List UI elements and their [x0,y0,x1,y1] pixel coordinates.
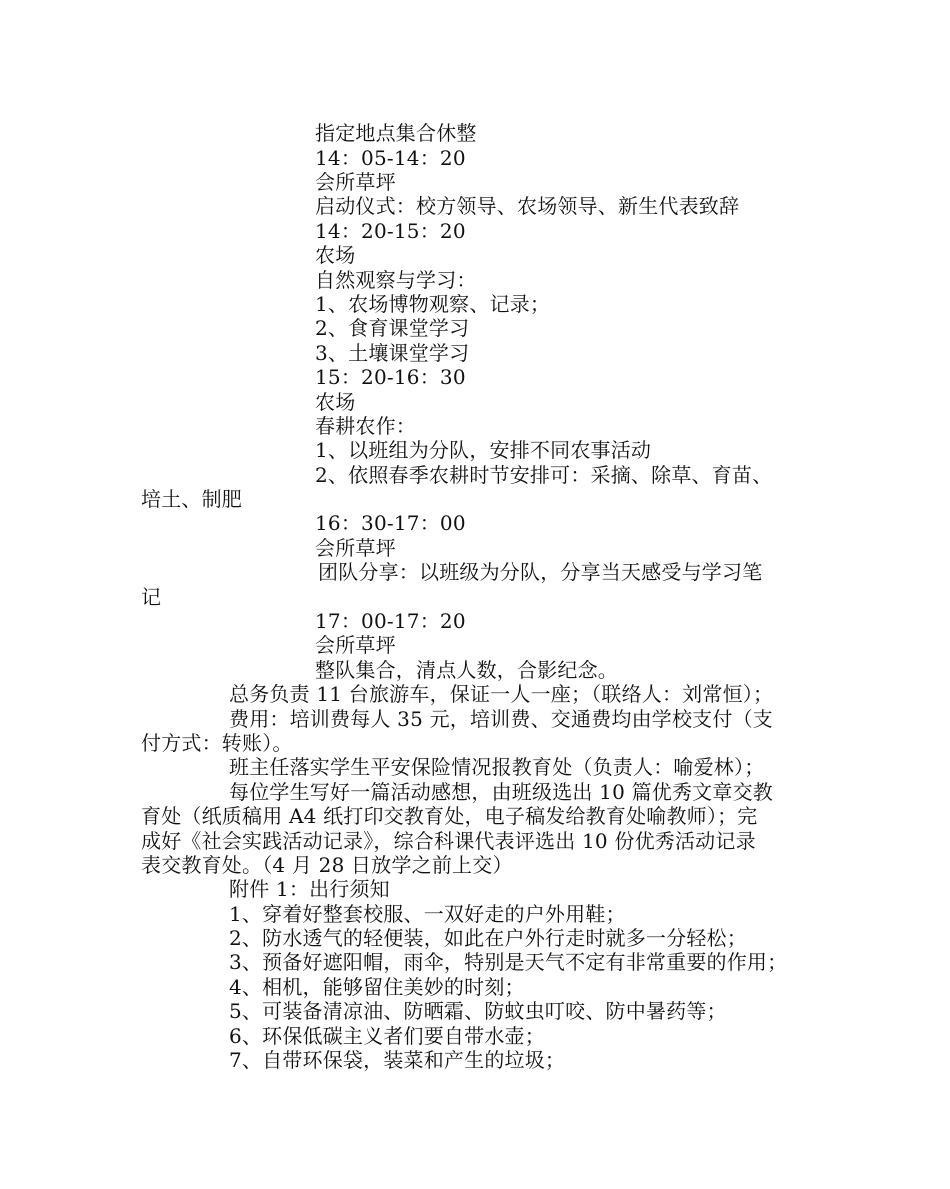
paragraph-reflection-continued: 育处（纸质稿用 A4 纸打印交教育处，电子稿发给教育处喻教师）；完 [141,804,758,828]
schedule-time: 16：30-17：00 [315,511,466,535]
schedule-time: 17：00-17：20 [315,609,466,633]
attachment-item: 3、预备好遮阳帽，雨伞，特别是天气不定有非常重要的作用； [229,950,788,974]
paragraph-reflection-end: 表交教育处。（4 月 28 日放学之前上交） [141,853,513,877]
schedule-item: 2、食育课堂学习 [315,316,470,340]
schedule-location: 农场 [315,243,356,267]
paragraph-reflection-continued: 成好《社会实践活动记录》，综合科课代表评选出 10 份优秀活动记录 [141,829,756,853]
attachment-item: 5、可装备清凉油、防晒霜、防蚊虫叮咬、防中暑药等； [229,999,727,1023]
schedule-activity: 春耕农作： [315,414,416,438]
schedule-item-continued: 培土、制肥 [141,487,242,511]
schedule-activity: 自然观察与学习： [315,268,477,292]
schedule-activity-continued: 记 [141,585,162,609]
attachment-title: 附件 1：出行须知 [229,877,390,901]
schedule-activity: 启动仪式：校方领导、农场领导、新生代表致辞 [315,194,740,218]
schedule-location: 会所草坪 [315,633,396,657]
schedule-time: 15：20-16：30 [315,365,466,389]
schedule-time: 14：20-15：20 [315,219,466,243]
schedule-item: 2、依照春季农耕时节安排可：采摘、除草、育苗、 [315,463,773,487]
schedule-activity: 整队集合，清点人数，合影纪念。 [315,658,618,682]
schedule-item: 1、农场博物观察、记录； [315,292,551,316]
paragraph-transport: 总务负责 11 台旅游车，保证一人一座；（联络人：刘常恒）； [229,682,774,706]
schedule-activity: 团队分享：以班级为分队，分享当天感受与学习笔 [318,560,763,584]
schedule-location: 会所草坪 [315,170,396,194]
paragraph-insurance: 班主任落实学生平安保险情况报教育处（负责人：喻爱林）； [229,755,765,779]
attachment-item: 4、相机，能够留住美妙的时刻； [229,975,525,999]
schedule-location: 农场 [315,390,356,414]
paragraph-fees-continued: 付方式：转账）。 [141,731,293,755]
paragraph-fees: 费用：培训费每人 35 元，培训费、交通费均由学校支付（支 [229,707,773,731]
attachment-item: 7、自带环保袋，装菜和产生的垃圾； [229,1048,566,1072]
schedule-item: 3、土壤课堂学习 [315,341,470,365]
schedule-location: 会所草坪 [315,536,396,560]
attachment-item: 6、环保低碳主义者们要自带水壶； [229,1024,545,1048]
attachment-item: 1、穿着好整套校服、一双好走的户外用鞋； [229,902,626,926]
schedule-time: 14：05-14：20 [315,146,466,170]
schedule-line: 指定地点集合休整 [315,121,477,145]
schedule-item: 1、以班组为分队，安排不同农事活动 [315,438,652,462]
paragraph-reflection: 每位学生写好一篇活动感想，由班级选出 10 篇优秀文章交教 [229,780,773,804]
attachment-item: 2、防水透气的轻便装，如此在户外行走时就多一分轻松； [229,926,747,950]
